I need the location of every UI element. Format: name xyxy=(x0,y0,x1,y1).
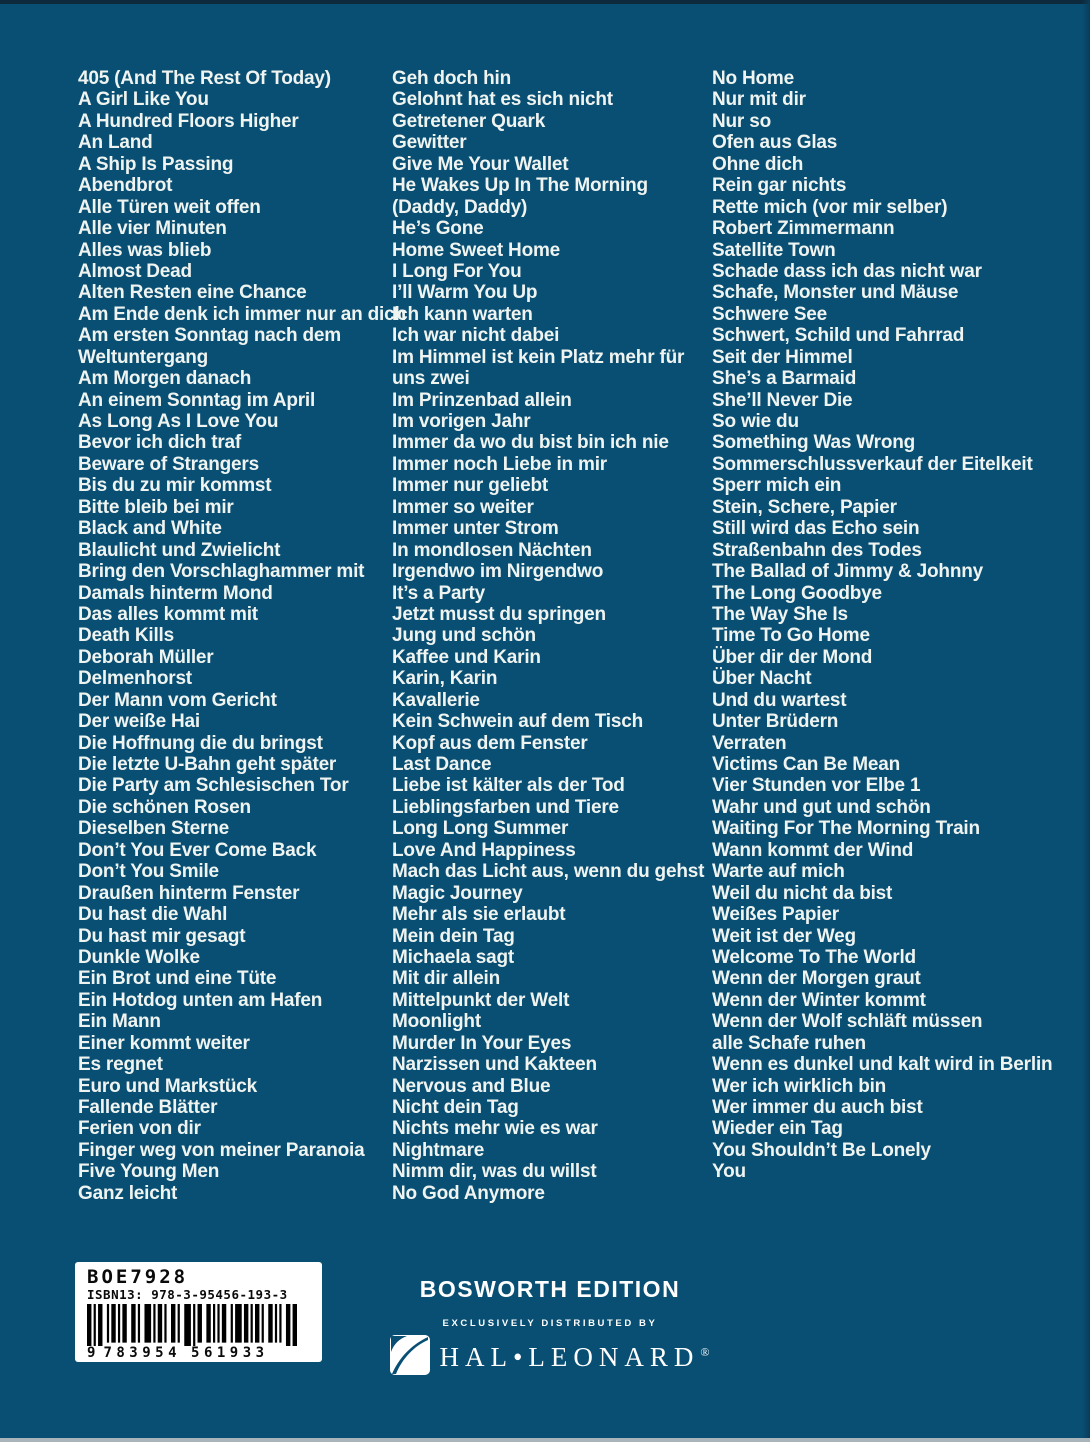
song-title: Jetzt musst du springen xyxy=(392,603,606,625)
song-title: Schade dass ich das nicht war xyxy=(712,260,982,282)
song-title: Im Himmel ist kein Platz mehr für xyxy=(392,346,685,368)
song-title: Liebe ist kälter als der Tod xyxy=(392,775,625,797)
song-title: Ein Mann xyxy=(78,1011,161,1033)
song-title: Delmenhorst xyxy=(78,668,192,690)
song-title: The Ballad of Jimmy & Johnny xyxy=(712,561,984,583)
song-title: Draußen hinterm Fenster xyxy=(78,882,300,904)
song-title: Nichts mehr wie es war xyxy=(392,1118,598,1140)
song-title: Home Sweet Home xyxy=(392,239,561,261)
song-title: Die Hoffnung die du bringst xyxy=(78,732,323,754)
song-title: Bitte bleib bei mir xyxy=(78,496,234,518)
song-title: Schwert, Schild und Fahrrad xyxy=(712,325,965,347)
song-title: Bring den Vorschlaghammer mit xyxy=(78,561,365,583)
song-list-column-2 xyxy=(392,68,704,1204)
barcode-digit-group: 561933 xyxy=(191,1345,269,1361)
song-title: Alles was blieb xyxy=(78,239,212,261)
song-title: Ich kann warten xyxy=(392,303,533,325)
song-title: Schwere See xyxy=(712,303,828,325)
song-title: Don’t You Smile xyxy=(78,861,219,883)
song-title: He’s Gone xyxy=(392,218,484,240)
song-title: Geh doch hin xyxy=(392,68,511,89)
song-title: As Long As I Love You xyxy=(78,411,279,432)
song-title: A Hundred Floors Higher xyxy=(78,110,299,132)
song-title: Mach das Licht aus, wenn du gehst xyxy=(392,861,705,883)
song-title: He Wakes Up In The Morning xyxy=(392,175,648,197)
song-title: Kopf aus dem Fenster xyxy=(392,732,588,754)
song-title: Immer so weiter xyxy=(392,496,534,518)
song-title: Last Dance xyxy=(392,754,492,775)
song-title: So wie du xyxy=(712,411,799,432)
song-title: It’s a Party xyxy=(392,582,485,604)
song-title: Getretener Quark xyxy=(392,110,546,132)
song-title: I Long For You xyxy=(392,260,522,282)
song-title: Finger weg von meiner Paranoia xyxy=(78,1139,365,1161)
song-title: Ohne dich xyxy=(712,153,804,175)
barcode-icon xyxy=(87,1304,312,1346)
song-title: You xyxy=(712,1161,746,1183)
song-title: Moonlight xyxy=(392,1011,481,1033)
song-title: Stein, Schere, Papier xyxy=(712,496,897,518)
song-list-column-1 xyxy=(78,68,406,1204)
song-title: I’ll Warm You Up xyxy=(392,282,538,304)
song-title: Unter Brüdern xyxy=(712,711,839,733)
song-title: You Shouldn’t Be Lonely xyxy=(712,1139,931,1161)
song-title: Weltuntergang xyxy=(78,346,209,368)
barcode-panel xyxy=(75,1262,322,1362)
song-title: Wenn der Winter kommt xyxy=(712,989,926,1011)
song-title: Beware of Strangers xyxy=(78,453,259,475)
song-title: Über dir der Mond xyxy=(712,646,873,668)
song-title: Du hast die Wahl xyxy=(78,904,228,926)
song-title: uns zwei xyxy=(392,368,470,390)
song-title: Wieder ein Tag xyxy=(712,1118,843,1140)
song-title: Es regnet xyxy=(78,1054,163,1076)
song-title: Alle Türen weit offen xyxy=(78,196,261,218)
song-title: An Land xyxy=(78,132,153,154)
publisher-block xyxy=(330,1276,770,1377)
distributor-logo xyxy=(330,1332,770,1377)
song-title: Ich war nicht dabei xyxy=(392,325,560,347)
isbn-text: ISBN13: 978-3-95456-193-3 xyxy=(87,1287,288,1302)
song-title: Don’t You Ever Come Back xyxy=(78,839,317,861)
song-title: Du hast mir gesagt xyxy=(78,925,246,947)
song-title: Bis du zu mir kommst xyxy=(78,475,272,497)
song-title: Straßenbahn des Todes xyxy=(712,539,922,561)
song-title: In mondlosen Nächten xyxy=(392,539,592,561)
song-title: The Long Goodbye xyxy=(712,582,882,604)
song-title: 405 (And The Rest Of Today) xyxy=(78,68,331,89)
song-title: Warte auf mich xyxy=(712,861,845,883)
song-title: Lieblingsfarben und Tiere xyxy=(392,796,619,818)
song-title: Immer unter Strom xyxy=(392,518,559,540)
song-title: Ein Brot und eine Tüte xyxy=(78,968,277,990)
song-title: Love And Happiness xyxy=(392,839,576,861)
song-title: Welcome To The World xyxy=(712,946,916,968)
song-title: Rein gar nichts xyxy=(712,175,847,197)
song-title: Nervous and Blue xyxy=(392,1075,551,1097)
song-title: Damals hinterm Mond xyxy=(78,582,273,604)
song-title: She’s a Barmaid xyxy=(712,368,857,390)
song-title: Wahr und gut und schön xyxy=(712,796,931,818)
song-title: Michaela sagt xyxy=(392,946,515,968)
song-title: A Ship Is Passing xyxy=(78,153,234,175)
song-title: Alle vier Minuten xyxy=(78,218,227,240)
song-title: Kein Schwein auf dem Tisch xyxy=(392,711,644,733)
song-title: Im Prinzenbad allein xyxy=(392,389,572,411)
song-title: Nur mit dir xyxy=(712,89,806,111)
song-title: Schafe, Monster und Mäuse xyxy=(712,282,959,304)
song-title: Robert Zimmermann xyxy=(712,218,895,240)
song-title: Jung und schön xyxy=(392,625,536,647)
song-title: Nicht dein Tag xyxy=(392,1097,519,1118)
song-list-column-3 xyxy=(712,68,1052,1183)
song-title: Am Morgen danach xyxy=(78,368,252,390)
song-title: No God Anymore xyxy=(392,1182,545,1204)
song-title: Satellite Town xyxy=(712,239,836,261)
page-bottom-edge xyxy=(0,1438,1090,1442)
song-title: Waiting For The Morning Train xyxy=(712,818,980,840)
song-title: An einem Sonntag im April xyxy=(78,389,316,411)
song-title: Und du wartest xyxy=(712,689,847,711)
song-title: Die schönen Rosen xyxy=(78,796,251,818)
song-title: Alten Resten eine Chance xyxy=(78,282,307,304)
song-title: Ganz leicht xyxy=(78,1182,178,1204)
page-right-edge xyxy=(1082,0,1090,1442)
song-title: Am Ende denk ich immer nur an dich xyxy=(78,303,406,325)
song-title: Ofen aus Glas xyxy=(712,132,838,154)
song-title: Narzissen und Kakteen xyxy=(392,1054,597,1076)
song-title: Vier Stunden vor Elbe 1 xyxy=(712,775,921,797)
song-title: Nur so xyxy=(712,110,771,132)
song-title: Einer kommt weiter xyxy=(78,1032,250,1054)
barcode-digits xyxy=(87,1346,312,1361)
page-top-edge xyxy=(0,0,1090,4)
registered-trademark: ® xyxy=(700,1345,710,1359)
song-title: Long Long Summer xyxy=(392,818,569,840)
song-title: Die letzte U-Bahn geht später xyxy=(78,754,337,775)
song-title: Über Nacht xyxy=(712,668,812,690)
song-title: No Home xyxy=(712,68,794,89)
distribution-note: EXCLUSIVELY DISTRIBUTED BY xyxy=(442,1318,658,1329)
song-title: Magic Journey xyxy=(392,882,523,904)
song-title: Abendbrot xyxy=(78,175,173,197)
song-title: Death Kills xyxy=(78,625,174,647)
song-title: Weißes Papier xyxy=(712,904,839,926)
song-title: Murder In Your Eyes xyxy=(392,1032,572,1054)
song-title: Die Party am Schlesischen Tor xyxy=(78,775,349,797)
song-title: Sperr mich ein xyxy=(712,475,842,497)
song-title: Bevor ich dich traf xyxy=(78,432,242,454)
song-title: Nimm dir, was du willst xyxy=(392,1161,597,1183)
song-title: Ein Hotdog unten am Hafen xyxy=(78,989,323,1011)
song-title: Verraten xyxy=(712,732,787,754)
song-title: A Girl Like You xyxy=(78,89,209,111)
song-title: Dieselben Sterne xyxy=(78,818,229,840)
song-title: Something Was Wrong xyxy=(712,432,916,454)
song-title: Gelohnt hat es sich nicht xyxy=(392,89,613,111)
song-title: Immer nur geliebt xyxy=(392,475,549,497)
song-title: alle Schafe ruhen xyxy=(712,1032,866,1054)
song-title: Wer ich wirklich bin xyxy=(712,1075,887,1097)
song-title: Wenn der Morgen graut xyxy=(712,968,921,990)
song-title: Ferien von dir xyxy=(78,1118,201,1140)
catalog-number: BOE7928 xyxy=(87,1266,189,1288)
song-title: Nightmare xyxy=(392,1139,485,1161)
song-title: Fallende Blätter xyxy=(78,1097,218,1118)
song-title: Gewitter xyxy=(392,132,467,154)
song-title: Mit dir allein xyxy=(392,968,501,990)
song-title: (Daddy, Daddy) xyxy=(392,196,528,218)
song-title: Almost Dead xyxy=(78,260,192,282)
publisher-name: BOSWORTH EDITION xyxy=(419,1276,681,1302)
song-title: Rette mich (vor mir selber) xyxy=(712,196,948,218)
song-title: Time To Go Home xyxy=(712,625,870,647)
song-title: Dunkle Wolke xyxy=(78,946,200,968)
song-title: Sommerschlussverkauf der Eitelkeit xyxy=(712,453,1033,475)
song-title: She’ll Never Die xyxy=(712,389,853,411)
song-title: Black and White xyxy=(78,518,222,540)
song-title: Im vorigen Jahr xyxy=(392,411,531,432)
song-title: Kaffee und Karin xyxy=(392,646,541,668)
song-title: Das alles kommt mit xyxy=(78,603,258,625)
song-title: Weit ist der Weg xyxy=(712,925,856,947)
song-title: Wann kommt der Wind xyxy=(712,839,914,861)
hal-leonard-quill-icon xyxy=(390,1335,430,1375)
song-title: Seit der Himmel xyxy=(712,346,853,368)
song-title: Still wird das Echo sein xyxy=(712,518,920,540)
song-title: Mehr als sie erlaubt xyxy=(392,904,566,926)
song-title: Wer immer du auch bist xyxy=(712,1097,923,1118)
song-title: Mein dein Tag xyxy=(392,925,515,947)
song-title: Karin, Karin xyxy=(392,668,498,690)
song-title: Blaulicht und Zwielicht xyxy=(78,539,281,561)
song-title: Wenn es dunkel und kalt wird in Berlin xyxy=(712,1054,1053,1076)
song-title: Mittelpunkt der Welt xyxy=(392,989,570,1011)
song-title: Immer noch Liebe in mir xyxy=(392,453,608,475)
song-title: Der weiße Hai xyxy=(78,711,201,733)
barcode-digit-group: 783954 xyxy=(103,1345,182,1361)
song-title: The Way She Is xyxy=(712,603,848,625)
song-title: Weil du nicht da bist xyxy=(712,882,893,904)
barcode-digit-group: 9 xyxy=(87,1345,96,1361)
song-title: Give Me Your Wallet xyxy=(392,153,569,175)
song-title: Am ersten Sonntag nach dem xyxy=(78,325,341,347)
song-title: Irgendwo im Nirgendwo xyxy=(392,561,604,583)
song-title: Euro und Markstück xyxy=(78,1075,258,1097)
song-title: Immer da wo du bist bin ich nie xyxy=(392,432,669,454)
song-title: Victims Can Be Mean xyxy=(712,754,901,775)
song-title: Wenn der Wolf schläft müssen xyxy=(712,1011,983,1033)
song-title: Five Young Men xyxy=(78,1161,220,1183)
distributor-name: HAL•LEONARD® xyxy=(439,1342,710,1372)
song-title: Deborah Müller xyxy=(78,646,214,668)
song-title: Der Mann vom Gericht xyxy=(78,689,277,711)
song-title: Kavallerie xyxy=(392,689,480,711)
